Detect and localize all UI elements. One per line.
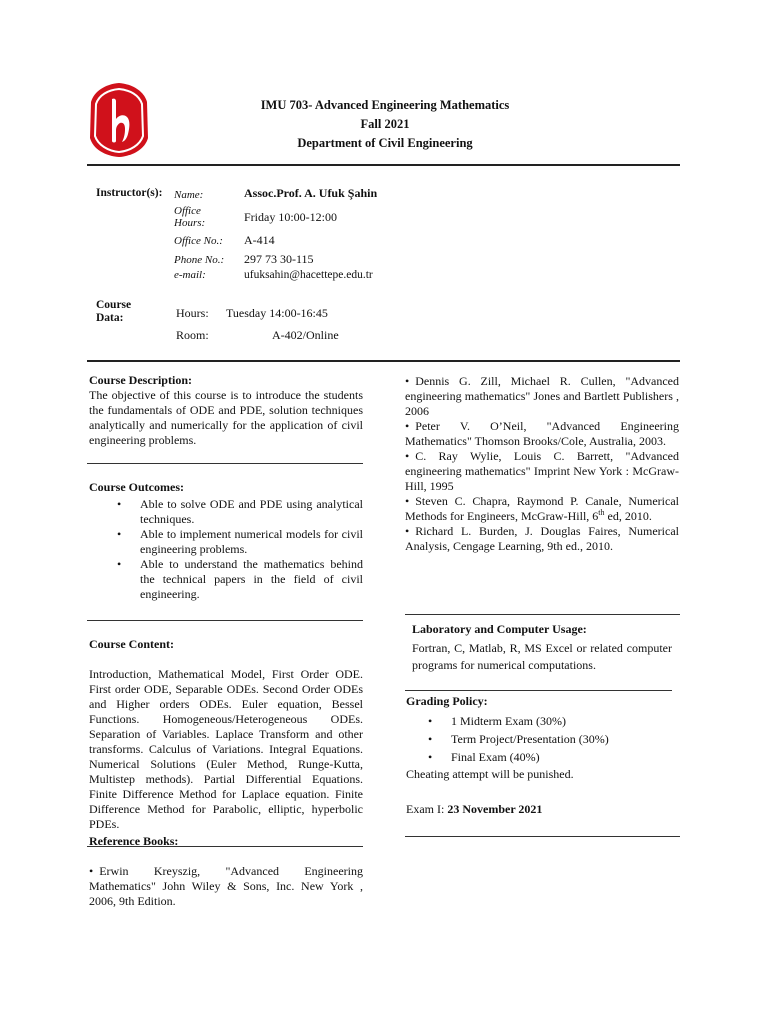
hours-value: Tuesday 14:00-16:45 xyxy=(226,306,328,320)
list-item: • Able to implement numerical models for civil engineering problems. xyxy=(117,527,363,556)
bullet-icon: • xyxy=(117,527,122,541)
lab-top-divider xyxy=(405,614,680,615)
office-no-value: A-414 xyxy=(244,233,275,247)
list-item: • 1 Midterm Exam (30%) xyxy=(428,714,566,728)
info-divider xyxy=(87,360,680,362)
bullet-icon: • xyxy=(117,497,122,511)
reference-item-burden: • Richard L. Burden, J. Douglas Faires, Numerical Analysis, Cengage Learning, 9th ed., 2010. xyxy=(405,524,679,553)
hours-label: Hours: xyxy=(176,306,209,320)
bullet-icon: • xyxy=(405,419,410,433)
bullet-icon: • xyxy=(428,750,433,764)
office-hours-value: Friday 10:00-12:00 xyxy=(244,210,337,224)
exam-line: Exam I: 23 November 2021 xyxy=(406,802,543,816)
reference-item-kreyszig: • Erwin Kreyszig, "Advanced Engineering Mathematics" John Wiley & Sons, Inc. New York , 2006, 9th Edition. xyxy=(89,864,363,908)
bullet-icon: • xyxy=(89,864,94,878)
hacettepe-logo xyxy=(88,82,150,158)
course-term: Fall 2021 xyxy=(360,117,410,131)
list-item: • Able to understand the mathematics behind the technical papers in the field of civil engineering. xyxy=(117,557,363,601)
outcomes-heading: Course Outcomes: xyxy=(89,480,184,494)
document-header xyxy=(180,96,590,153)
logo-shield-icon xyxy=(88,82,150,158)
description-divider xyxy=(87,463,363,464)
reference-item-chapra: • Steven C. Chapra, Raymond P. Canale, Numerical Methods for Engineers, McGraw-Hill, 6th ed, 2010. xyxy=(405,494,679,523)
office-no-label: Office No.: xyxy=(174,235,223,247)
room-value: A-402/Online xyxy=(272,328,339,342)
description-text: The objective of this course is to introduce the students the fundamentals of ODE and PDE, solution techniques analytically and numerically for the application of civil engineering problems. xyxy=(89,388,363,447)
grading-heading: Grading Policy: xyxy=(406,694,488,708)
list-item: • Term Project/Presentation (30%) xyxy=(428,732,609,746)
instructor-name-value: Assoc.Prof. A. Ufuk Şahin xyxy=(244,186,378,200)
lab-section xyxy=(412,622,672,674)
header-divider xyxy=(87,164,680,166)
email-label: e-mail: xyxy=(174,269,206,281)
bullet-icon: • xyxy=(405,449,410,463)
outcomes-divider xyxy=(87,620,363,621)
content-heading: Course Content: xyxy=(89,637,174,651)
reference-item-zill: • Dennis G. Zill, Michael R. Cullen, "Advanced engineering mathematics" Jones and Bartlett Publishers , 2006 xyxy=(405,374,679,418)
outcomes-list xyxy=(89,497,363,602)
lab-text: Fortran, C, Matlab, R, MS Excel or related computer programs for numerical computations. xyxy=(412,641,672,672)
bullet-icon: • xyxy=(428,732,433,746)
room-label: Room: xyxy=(176,328,209,342)
left-column xyxy=(89,373,363,448)
grading-section xyxy=(406,694,680,817)
outcomes-section xyxy=(89,480,363,602)
course-title: IMU 703- Advanced Engineering Mathematics xyxy=(260,98,510,112)
bullet-icon: • xyxy=(428,714,433,728)
list-item: • Able to solve ODE and PDE using analytical techniques. xyxy=(117,497,363,526)
cheating-note: Cheating attempt will be punished. xyxy=(406,767,574,781)
department-name: Department of Civil Engineering xyxy=(297,136,473,150)
instructor-heading: Instructor(s): xyxy=(96,187,163,199)
content-section xyxy=(89,637,363,909)
content-divider xyxy=(87,846,363,847)
reference-item-wylie: • C. Ray Wylie, Louis C. Barrett, "Advanced engineering mathematics" Imprint New York : McGraw-Hill, 1995 xyxy=(405,449,679,493)
email-value: ufuksahin@hacettepe.edu.tr xyxy=(244,269,373,281)
reference-item-oneil: • Peter V. O’Neil, "Advanced Engineering Mathematics" Thomson Brooks/Cole, Australia, 2003. xyxy=(405,419,679,448)
phone-no-label: Phone No.: xyxy=(174,254,225,266)
bullet-icon: • xyxy=(405,524,410,538)
lab-bottom-divider xyxy=(405,690,672,691)
right-column xyxy=(405,374,679,554)
office-hours-label: Office Hours: xyxy=(174,205,206,229)
instructor-name-label: Name: xyxy=(174,189,204,201)
lab-heading: Laboratory and Computer Usage: xyxy=(412,622,587,636)
exam-date: 23 November 2021 xyxy=(447,802,543,816)
course-data-heading: Course Data: xyxy=(96,299,132,324)
description-heading: Course Description: xyxy=(89,373,192,387)
content-text: Introduction, Mathematical Model, First Order ODE. First order ODE, Separable ODEs. Second Order ODEs and Higher orders ODEs. Euler equation, Bessel Functions. Homogeneous/Heterogeneous ODEs. Separation of Variables. Laplace Transform and other transforms. Calculus of Variations. Integral Equations. Numerical Solutions (Euler Method, Runge-Kutta, Multistep methods). Partial Differential Equations. Finite Difference Method for Laplace equation. Finite Difference Method for Parabolic, elliptic, hyperbolic PDEs. xyxy=(89,667,363,831)
grading-divider xyxy=(405,836,680,837)
bullet-icon: • xyxy=(405,494,410,508)
grading-list xyxy=(406,712,680,766)
bullet-icon: • xyxy=(117,557,122,571)
list-item: • Final Exam (40%) xyxy=(428,750,540,764)
bullet-icon: • xyxy=(405,374,410,388)
reference-books-heading: Reference Books: xyxy=(89,834,179,848)
phone-no-value: 297 73 30-115 xyxy=(244,252,314,266)
